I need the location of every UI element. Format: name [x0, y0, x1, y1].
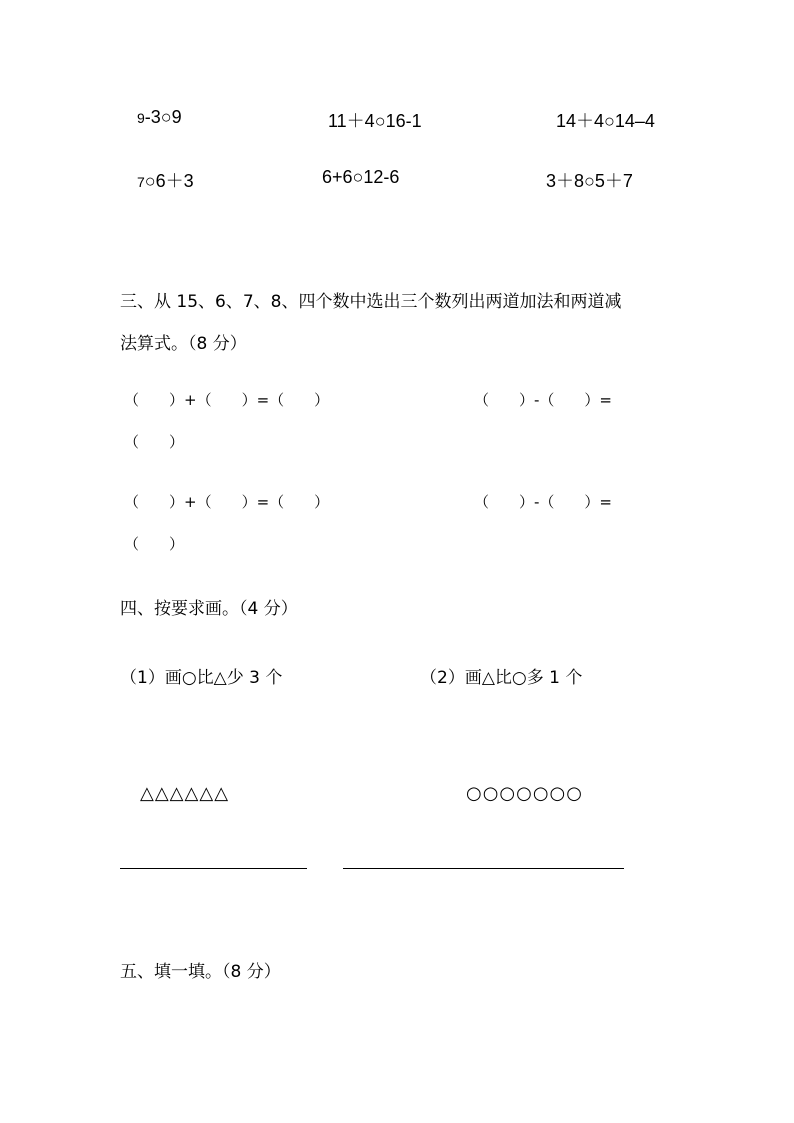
addition-equation-1: （ ）+（ ）=（ ） [124, 391, 330, 409]
comparison-expression: 11＋4○16-1 [328, 111, 422, 131]
circle-row: ○○○○○○○ [466, 783, 583, 804]
comparison-2-3 [546, 167, 633, 193]
comparison-1-1 [137, 107, 182, 128]
addition-equation-2: （ ）+（ ）=（ ） [124, 493, 330, 511]
section5-title: 五、填一填。（8 分） [120, 962, 281, 982]
answer-blank-2: （ ） [124, 535, 185, 553]
subtraction-equation-1: （ ）-（ ）= [474, 391, 612, 409]
comparison-2-1 [137, 167, 194, 193]
section3-title-line1: 三、从 15、6、7、8、四个数中选出三个数列出两道加法和两道减 [120, 292, 622, 312]
comparison-prefix: 7 [137, 174, 145, 190]
comparison-1-3 [556, 107, 655, 133]
comparison-prefix: 9 [137, 110, 145, 126]
comparison-expression: 3＋8○5＋7 [546, 171, 633, 191]
task-2-label: （2）画△比○多 1 个 [420, 668, 583, 688]
comparison-1-2 [328, 107, 422, 133]
comparison-2-2 [322, 167, 399, 188]
section4-title: 四、按要求画。（4 分） [120, 599, 298, 619]
comparison-expression: -3○9 [144, 107, 182, 127]
drawing-line-2 [343, 868, 624, 869]
subtraction-equation-2: （ ）-（ ）= [474, 493, 612, 511]
drawing-line-1 [120, 868, 307, 869]
comparison-expression: 14＋4○14–4 [556, 111, 655, 131]
comparison-expression: ○6＋3 [144, 171, 194, 191]
task-1-label: （1）画○比△少 3 个 [120, 668, 283, 688]
answer-blank-1: （ ） [124, 433, 185, 451]
comparison-expression: 6+6○12-6 [322, 167, 400, 187]
triangle-row: △△△△△△ [140, 783, 230, 804]
section3-title-line2: 法算式。（8 分） [120, 334, 247, 354]
